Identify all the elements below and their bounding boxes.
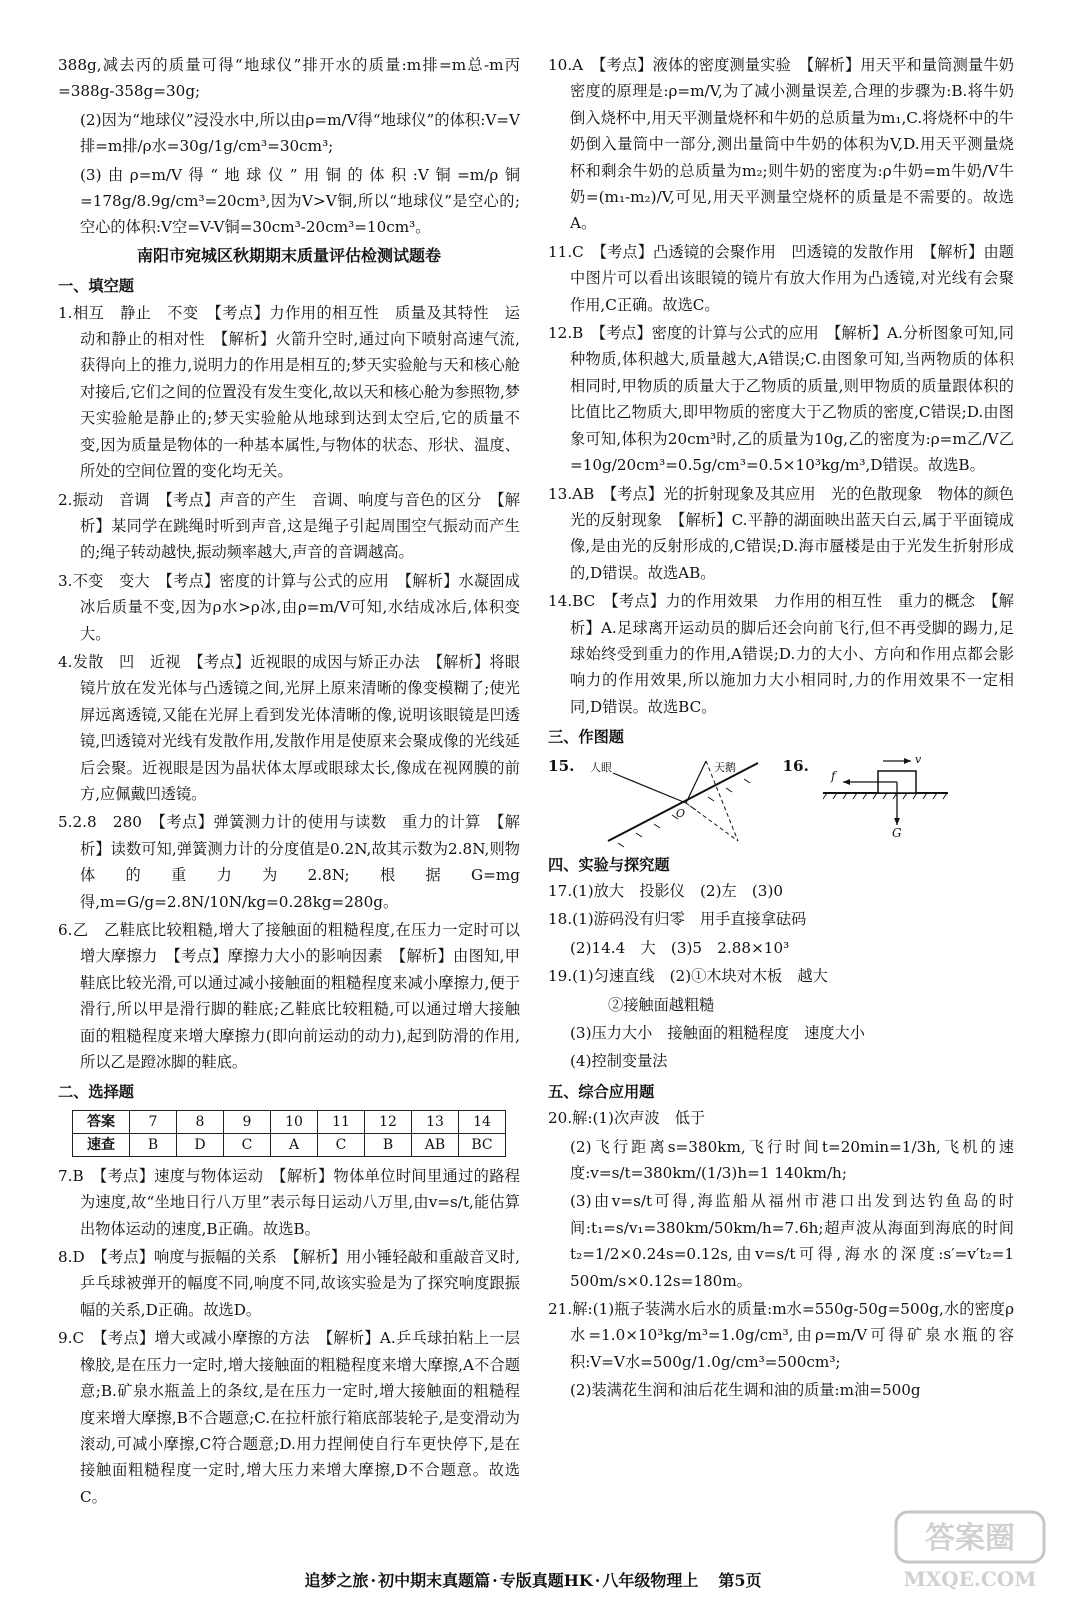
answer-item: 8.D 【考点】响度与振幅的关系 【解析】用小锤轻敲和重敲音叉时,乒乓球被弹开的幅度不同,响度不同,故该实验是为了探究响度跟振幅的关系,D正确。故选D。 — [58, 1248, 520, 1319]
table-cell: C — [318, 1133, 365, 1156]
answer-line: (3)由v=s/t可得,海监船从福州市港口出发到达钓鱼岛的时间:t₁=s/v₁=380km/50km/h=7.6h;超声波从海面到海底的时间t₂=1/2×0.24s=0.12s,由v=s/t可得,海水的深度:s′=v′t₂=1 500m/s×0.12s=180m。 — [570, 1192, 1014, 1290]
footer-edition: 专版真题HK — [499, 1571, 593, 1590]
page-number: 第5页 — [718, 1571, 762, 1590]
table-cell: 11 — [318, 1110, 365, 1133]
table-header-cell: 答案 — [73, 1110, 130, 1133]
table-cell: BC — [459, 1133, 506, 1156]
figure-number: 16. — [782, 756, 809, 775]
answer-item: 6.乙 乙鞋底比较粗糙,增大了接触面的粗糙程度,在压力一定时可以增大摩擦力 【考点】摩擦力大小的影响因素 【解析】由图知,甲鞋底比较光滑,可以通过减小接触面的粗糙程度来减小摩擦力,便于滑行,所以甲是滑行脚的鞋底;乙鞋底比较粗糙,可以通过增大接触面的粗糙程度来增大摩擦力(即向前运动的动力),起到防滑的作用,所以乙是蹬冰脚的鞋底。 — [58, 921, 520, 1072]
figure-label: O — [676, 806, 686, 820]
answer-line: (3)压力大小 接触面的粗糙程度 速度大小 — [570, 1024, 865, 1042]
answer-line: (3)由ρ=m/V得“地球仪”用铜的体积:V铜=m/ρ铜=178g/8.9g/cm³=20cm³,因为V>V铜,所以“地球仪”是空心的;空心的体积:V空=V-V铜=30cm³-20cm³=10cm³。 — [80, 165, 520, 237]
table-cell: 9 — [224, 1110, 271, 1133]
section-heading-application: 五、综合应用题 — [548, 1082, 655, 1101]
answer-item: 4.发散 凹 近视 【考点】近视眼的成因与矫正办法 【解析】将眼镜片放在发光体与凸透镜之间,光屏上原来清晰的像变模糊了;使光屏远离透镜,又能在光屏上看到发光体清晰的像,说明该眼镜是凹透镜,凹透镜对光线有发散作用,发散作用是使原来会聚成像的光线延后会聚。近视眼是因为晶状体太厚或眼球太长,像成在视网膜的前方,应佩戴凹透镜。 — [58, 652, 520, 803]
answer-item: 5.2.8 280 【考点】弹簧测力计的使用与读数 重力的计算 【解析】读数可知,弹簧测力计的分度值是0.2N,故其示数为2.8N,则物体的重力为2.8N;根据G=mg得,m=G/g=2.8N/10N/kg=0.28kg=280g。 — [58, 813, 520, 911]
answer-line: (2)装满花生润和油后花生调和油的质量:m油=500g — [570, 1381, 921, 1400]
section-heading-fill: 一、填空题 — [58, 277, 134, 296]
answer-line: (2)飞行距离s=380km,飞行时间t=20min=1/3h,飞机的速度:v=s/t=380km/(1/3)h=1 140km/h; — [570, 1137, 1014, 1183]
table-cell: B — [365, 1133, 412, 1156]
answer-line: (2)因为“地球仪”浸没水中,所以由ρ=m/V得“地球仪”的体积:V=V排=m排/ρ水=30g/1g/cm³=30cm³; — [80, 110, 520, 156]
watermark-text: MXQE.COM — [903, 1567, 1037, 1591]
figure-label: v — [914, 752, 922, 766]
table-cell: 10 — [271, 1110, 318, 1133]
answer-item: 1.相互 静止 不变 【考点】力作用的相互性 质量及其特性 运动和静止的相对性 【解析】火箭升空时,通过向下喷射高速气流,获得向上的推力,说明力的作用是相互的;梦天实验舱与天和核心舱对接后,它们之间的位置没有发生变化,故以天和核心舱为参照物,梦天实验舱是静止的;梦天实验舱从地球到达到太空后,它的质量不变,因为质量是物体的一种基本属性,与物体的状态、形状、温度、所处的空间位置的变化均无关。 — [58, 303, 520, 481]
left-column — [58, 52, 520, 1512]
exam-title: 南阳市宛城区秋期期末质量评估检测试题卷 — [136, 245, 441, 265]
answer-line: 20.解:(1)次声波 低于 — [548, 1109, 706, 1128]
answer-item: 9.C 【考点】增大或减小摩擦的方法 【解析】A.乒乓球拍粘上一层橡胶,是在压力一定时,增大接触面的粗糙程度来增大摩擦,A不合题意;B.矿泉水瓶盖上的条纹,是在压力一定时,增大接触面的粗糙程度来增大摩擦,B不合题意;C.在拉杆旅行箱底部装轮子,是变滑动为滚动,可减小摩擦,C符合题意;D.用力捏闸使自行车更快停下,是在接触面粗糙程度一定时,增大压力来增大摩擦,D不合题意。故选C。 — [58, 1329, 520, 1506]
table-cell: AB — [412, 1133, 459, 1156]
answer-line: 388g,减去丙的质量可得“地球仪”排开水的质量:m排=m总-m丙=388g-358g=30g; — [58, 56, 520, 101]
footer-book: 初中期末真题篇 — [378, 1571, 491, 1590]
answer-line: ②接触面越粗糙 — [608, 995, 715, 1014]
table-cell: D — [177, 1133, 224, 1156]
reflection-diagram — [588, 753, 768, 848]
answer-line: 17.(1)放大 投影仪 (2)左 (3)0 — [548, 881, 784, 900]
table-cell: B — [130, 1133, 177, 1156]
incident-ray — [686, 761, 706, 803]
answer-item: 3.不变 变大 【考点】密度的计算与公式的应用 【解析】水凝固成冰后质量不变,因为ρ水>ρ冰,由ρ=m/V可知,水结成冰后,体积变大。 — [58, 571, 520, 643]
answer-line: (4)控制变量法 — [570, 1052, 668, 1071]
gravity-arrowhead — [894, 818, 900, 825]
answer-item: 10.A 【考点】液体的密度测量实验 【解析】用天平和量筒测量牛奶密度的原理是:ρ=m/V,为了减小测量误差,合理的步骤为:B.将牛奶倒入烧杯中,用天平测量烧杯和牛奶的总质量为m₁,C.将烧杯中的牛奶倒入量筒中一部分,测出量筒中牛奶的体积为V,D.用天平测量烧杯和剩余牛奶的总质量为m₂;则牛奶的密度为:ρ牛奶=m牛奶/V牛奶=(m₁-m₂)/V,可见,用天平测量空烧杯的质量是不需要的。故选A。 — [548, 56, 1014, 233]
table-cell: 13 — [412, 1110, 459, 1133]
table-cell: C — [224, 1133, 271, 1156]
velocity-arrowhead — [904, 758, 911, 764]
answer-item: 11.C 【考点】凸透镜的会聚作用 凹透镜的发散作用 【解析】由题中图片可以看出该眼镜的镜片有放大作用为凸透镜,对光线有会聚作用,C正确。故选C。 — [548, 242, 1014, 314]
section-heading-choice: 二、选择题 — [58, 1083, 134, 1102]
figure-label: 天鹅 — [714, 760, 737, 774]
section-heading-experiment: 四、实验与探究题 — [548, 855, 670, 874]
answer-quick-check-table — [72, 1110, 506, 1157]
table-cell: 7 — [130, 1110, 177, 1133]
section-heading-drawing: 三、作图题 — [548, 728, 624, 747]
answer-item: 12.B 【考点】密度的计算与公式的应用 【解析】A.分析图象可知,同种物质,体积越大,质量越大,A错误;C.由图象可知,当两物质的体积相同时,甲物质的质量大于乙物质的质量,则甲物质的质量跟体积的比值比乙物质大,即甲物质的密度大于乙物质的密度,C错误;D.由图象可知,体积为20cm³时,乙的质量为10g,乙的密度为:ρ=m乙/V乙=10g/20cm³=0.5g/cm³=0.5×10³kg/m³,D错误。故选B。 — [548, 324, 1014, 475]
answer-item: 14.BC 【考点】力的作用效果 力作用的相互性 重力的概念 【解析】A.足球离开运动员的脚后还会向前飞行,但不再受脚的踢力,足球始终受到重力的作用,A错误;D.力的大小、方向和作用点都会影响力的作用效果,所以施加力大小相同时,力的作用效果不一定相同,D错误。故选BC。 — [548, 592, 1014, 716]
page-footer: 追梦之旅 · 初中期末真题篇 · 专版真题HK · 八年级物理上 第5页 — [304, 1571, 762, 1590]
answer-item: 7.B 【考点】速度与物体运动 【解析】物体单位时间里通过的路程为速度,故“坐地日行八万里”表示每日运动八万里,由v=s/t,能估算出物体运动的速度,B正确。故选B。 — [58, 1166, 520, 1238]
figure-label: f — [830, 768, 836, 783]
right-column — [548, 52, 1030, 1406]
answer-item: 21.解:(1)瓶子装满水后水的质量:m水=550g-50g=500g,水的密度ρ水=1.0×10³kg/m³=1.0g/cm³,由ρ=m/V可得矿泉水瓶的容积:V=V水=500g/1.0g/cm³=500cm³; — [548, 1300, 1014, 1371]
answer-item: 13.AB 【考点】光的折射现象及其应用 光的色散现象 物体的颜色 光的反射现象 【解析】C.平静的湖面映出蓝天白云,属于平面镜成像,是由光的反射形成的,C错误;D.海市蜃楼是由于光发生折射形成的,D错误。故选AB。 — [548, 484, 1030, 582]
figure-label: 人眼 — [590, 760, 613, 774]
table-cell: 8 — [177, 1110, 224, 1133]
answer-line: (2)14.4 大 (3)5 2.88×10³ — [570, 938, 790, 957]
answer-item: 2.振动 音调 【考点】声音的产生 音调、响度与音色的区分 【解析】某同学在跳绳时听到声音,这是绳子引起周围空气振动而产生的;绳子转动越快,振动频率越大,声音的音调越高。 — [58, 490, 520, 562]
friction-arrowhead — [843, 779, 850, 785]
drawing-figures — [548, 753, 1014, 848]
table-cell: A — [271, 1133, 318, 1156]
footer-grade: 八年级物理上 — [602, 1571, 699, 1590]
force-diagram — [823, 753, 953, 838]
figure-number: 15. — [548, 756, 575, 775]
answer-line: 19.(1)匀速直线 (2)①木块对木板 越大 — [548, 967, 828, 986]
watermark-text: 答案圈 — [925, 1521, 1015, 1556]
footer-series: 追梦之旅 — [304, 1571, 369, 1590]
answer-line: 18.(1)游码没有归零 用手直接拿砝码 — [548, 910, 807, 929]
reflected-ray — [613, 773, 686, 803]
figure-label: G — [891, 825, 902, 838]
table-cell: 14 — [459, 1110, 506, 1133]
table-header-cell: 速查 — [73, 1133, 130, 1156]
table-cell: 12 — [365, 1110, 412, 1133]
